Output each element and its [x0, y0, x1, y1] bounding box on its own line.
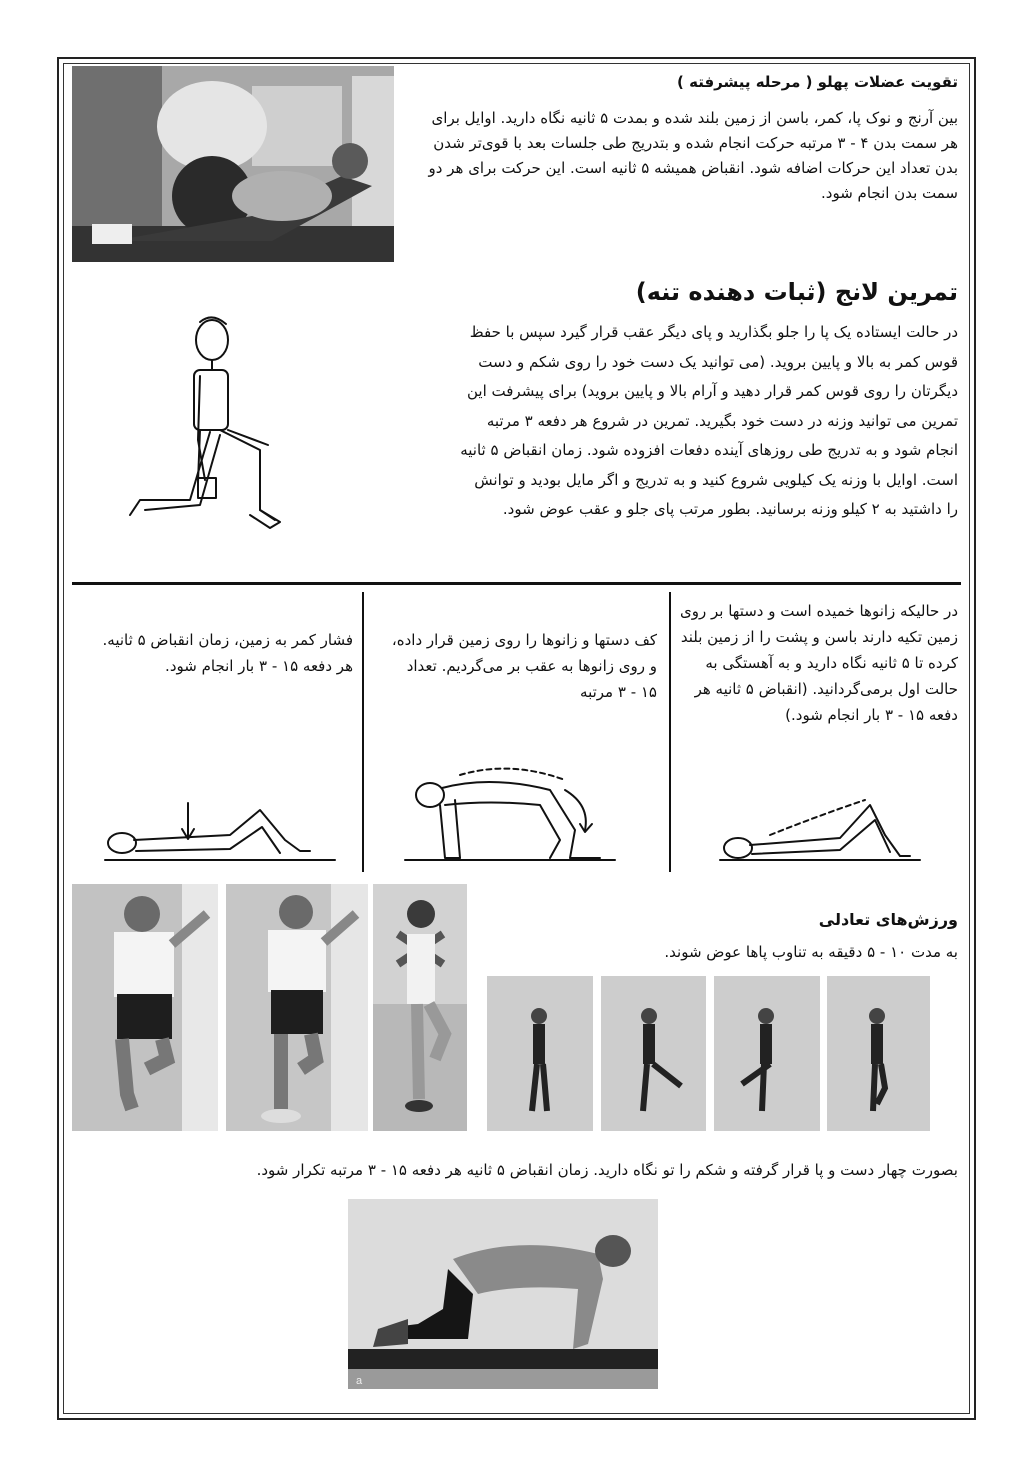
side-plank-title: تقویت عضلات پهلو ( مرحله پیشرفته ) — [677, 73, 958, 91]
balance-sequence-photo-4 — [827, 976, 930, 1131]
text-line: را داشتید به ۲ کیلو وزنه برسانید. بطور مرتب پای جلو و عقب عوض شود. — [502, 500, 958, 518]
text-line: فشار کمر به زمین، زمان انقباض ۵ ثانیه. — [102, 631, 353, 649]
pelvic-tilt-illustration — [100, 795, 340, 870]
text-line: در حالیکه زانوها خمیده است و دستها بر روی — [680, 602, 958, 620]
text-line: انجام شود و به تدریج طی روزهای آینده دفعات افزوده شود. زمان انقباض ۵ ثانیه — [460, 441, 958, 459]
text-line: در حالت ایستاده یک پا را جلو بگذارید و پای دیگر عقب قرار گیرد سپس با حفظ — [469, 323, 958, 341]
rock-back-text — [375, 627, 657, 705]
lunge-title: تمرین لانج (ثبات دهنده تنه) — [635, 278, 958, 306]
balance-photo-1 — [72, 884, 218, 1131]
rock-back-illustration — [400, 760, 620, 870]
bridge-text — [678, 598, 958, 728]
text-line: است. اوایل با وزنه یک کیلویی شروع کنید و به تدریج و اگر مایل بودید و توانش — [474, 470, 958, 489]
side-plank-text — [398, 106, 958, 206]
balance-sequence-photo-1 — [487, 976, 593, 1131]
section-divider — [72, 582, 961, 585]
balance-title: ورزش‌های تعادلی — [818, 910, 958, 929]
text-line: کف دستها و زانوها را روی زمین قرار داده، — [391, 631, 657, 649]
balance-text: به مدت ۱۰ - ۵ دقیقه به تناوب پاها عوض شوند. — [664, 943, 958, 961]
column-divider — [362, 592, 364, 872]
text-line: کرده تا ۵ ثانیه نگاه دارید و به آهستگی به — [705, 654, 958, 672]
lunge-illustration — [120, 310, 300, 540]
text-line: قوس کمر به بالا و پایین بروید. (می توانید یک دست خود را روی شکم و دست — [478, 352, 958, 371]
text-line: زمین تکیه دارند باسن و پشت را از زمین بلند — [680, 628, 958, 646]
text-line: هر دفعه ۱۵ - ۳ بار انجام شود. — [165, 657, 353, 675]
quadruped-text: بصورت چهار دست و پا قرار گرفته و شکم را تو نگاه دارید. زمان انقباض ۵ ثانیه هر دفعه ۱۵ - ۳ مرتبه تکرار شود. — [256, 1161, 958, 1179]
text-line: بین آرنج و نوک پا، کمر، باسن از زمین بلند شده و بمدت ۵ ثانیه نگاه دارید. اوایل برای — [431, 109, 958, 127]
quadruped-photo-label: a — [356, 1375, 363, 1387]
pelvic-tilt-text — [78, 627, 353, 679]
text-line: سمت بدن انجام شود. — [821, 184, 958, 202]
side-plank-photo — [72, 66, 394, 262]
balance-sequence-photo-3 — [714, 976, 820, 1131]
text-line: حالت اول برمی‌گردانید. (انقباض ۵ ثانیه هر — [694, 680, 958, 698]
balance-photo-2 — [226, 884, 368, 1131]
balance-sequence-photo-2 — [601, 976, 706, 1131]
text-line: بدن تعداد این حرکات اضافه شود. انقباض همیشه ۵ ثانیه است. این حرکت برای هر دو — [428, 159, 958, 177]
text-line: دفعه ۱۵ - ۳ بار انجام شود.) — [785, 706, 958, 724]
text-line: هر سمت بدن ۴ - ۳ مرتبه حرکت انجام شده و بتدریج طی جلسات بعد با قوی‌تر شدن — [433, 134, 958, 152]
text-line: ۱۵ - ۳ مرتبه — [580, 683, 657, 701]
quadruped-photo — [348, 1199, 658, 1389]
lunge-text — [358, 318, 958, 525]
text-line: و روی زانوها به عقب بر می‌گردیم. تعداد — [406, 657, 657, 675]
balance-photo-3 — [373, 884, 467, 1131]
bridge-illustration — [710, 790, 930, 870]
column-divider — [669, 592, 671, 872]
text-line: تمرین می توانید وزنه در دست خود بگیرید. تمرین در شروع هر دفعه ۳ مرتبه — [486, 411, 958, 430]
text-line: دیگرتان را روی قوس کمر قرار دهید و آرام بالا و پایین بروید) برای پیشرفت این — [467, 382, 958, 400]
